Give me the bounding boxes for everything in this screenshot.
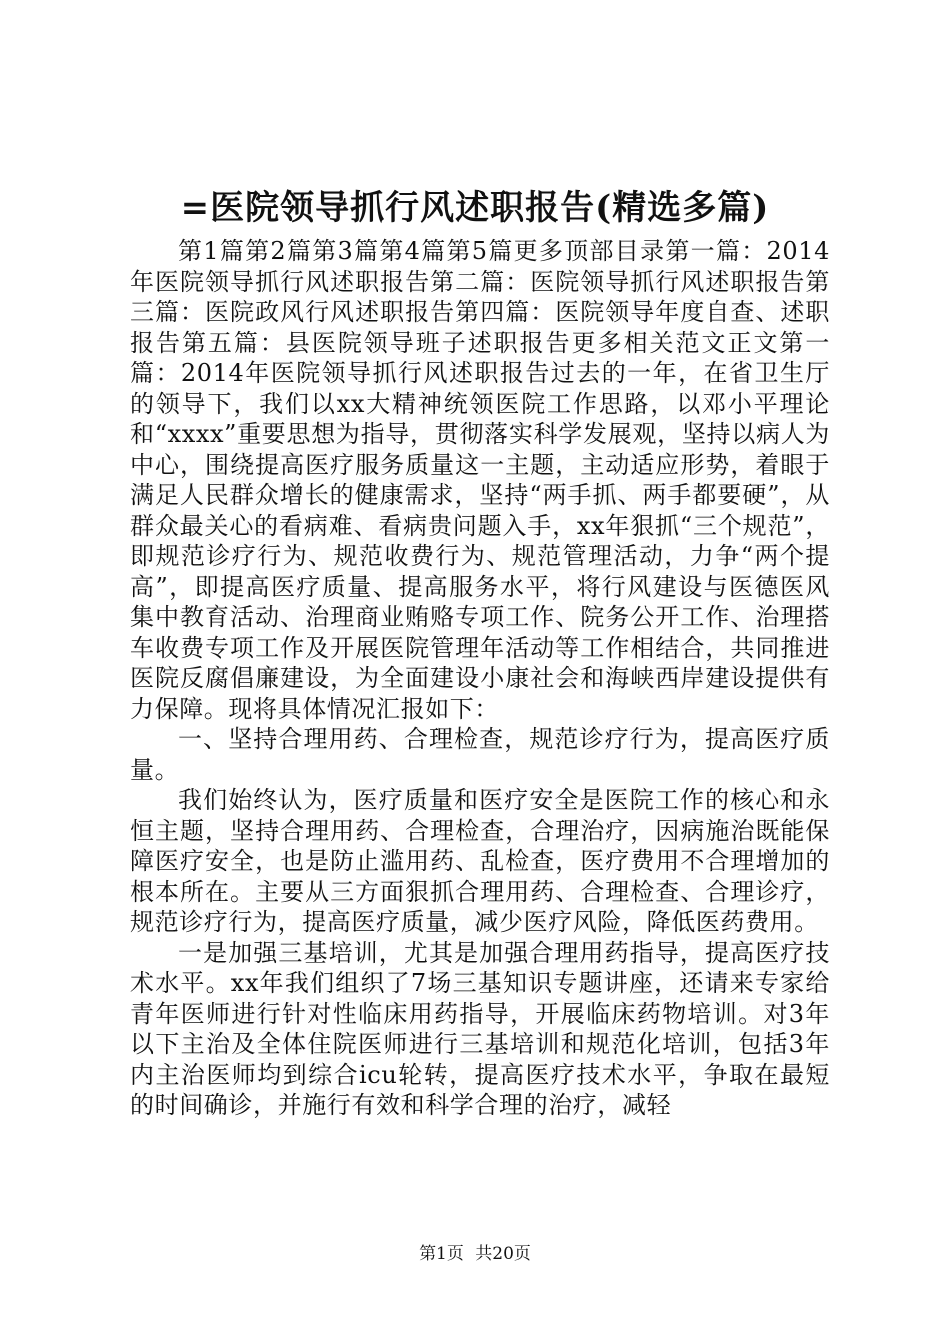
- paragraph-toc-intro: 第1篇第2篇第3篇第4篇第5篇更多顶部目录第一篇：2014年医院领导抓行风述职报告第二篇：医院领导抓行风述职报告第三篇：医院政风行风述职报告第四篇：医院领导年度自查、述职报告第五篇：县医院领导班子述职报告更多相关范文正文第一篇：2014年医院领导抓行风述职报告过去的一年，在省卫生厅的领导下，我们以xx大精神统领医院工作思路，以邓小平理论和“xxxx”重要思想为指导，贯彻落实科学发展观，坚持以病人为中心，围绕提高医疗服务质量这一主题，主动适应形势，着眼于满足人民群众增长的健康需求，坚持“两手抓、两手都要硬”，从群众最关心的看病难、看病贵问题入手，xx年狠抓“三个规范”，即规范诊疗行为、规范收费行为、规范管理活动，力争“两个提高”，即提高医疗质量、提高服务水平，将行风建设与医德医风集中教育活动、治理商业贿赂专项工作、院务公开工作、治理搭车收费专项工作及开展医院管理年活动等工作相结合，共同推进医院反腐倡廉建设，为全面建设小康社会和海峡西岸建设提供有力保障。现将具体情况汇报如下：: [130, 237, 830, 723]
- document-title: =医院领导抓行风述职报告(精选多篇): [180, 188, 770, 228]
- paragraph-section-heading: 一、坚持合理用药、合理检查，规范诊疗行为，提高医疗质量。: [130, 725, 830, 784]
- paragraph-training: 一是加强三基培训，尤其是加强合理用药指导，提高医疗技术水平。xx年我们组织了7场三基知识专题讲座，还请来专家给青年医师进行针对性临床用药指导，开展临床药物培训。对3年以下主治及全体住院医师进行三基培训和规范化培训，包括3年内主治医师均到综合icu轮转，提高医疗技术水平，争取在最短的时间确诊，并施行有效和科学合理的治疗，减轻: [130, 938, 830, 1119]
- paragraph-quality: 我们始终认为，医疗质量和医疗安全是医院工作的核心和永恒主题，坚持合理用药、合理检查，合理治疗，因病施治既能保障医疗安全，也是防止滥用药、乱检查，医疗费用不合理增加的根本所在。主要从三方面狠抓合理用药、合理检查、合理诊疗，规范诊疗行为，提高医疗质量，减少医疗风险，降低医药费用。: [130, 786, 830, 936]
- document-body: [130, 236, 830, 1121]
- page-total: 共20页: [475, 1244, 531, 1264]
- page-footer: [0, 1242, 950, 1266]
- page-number: 第1页: [419, 1244, 464, 1264]
